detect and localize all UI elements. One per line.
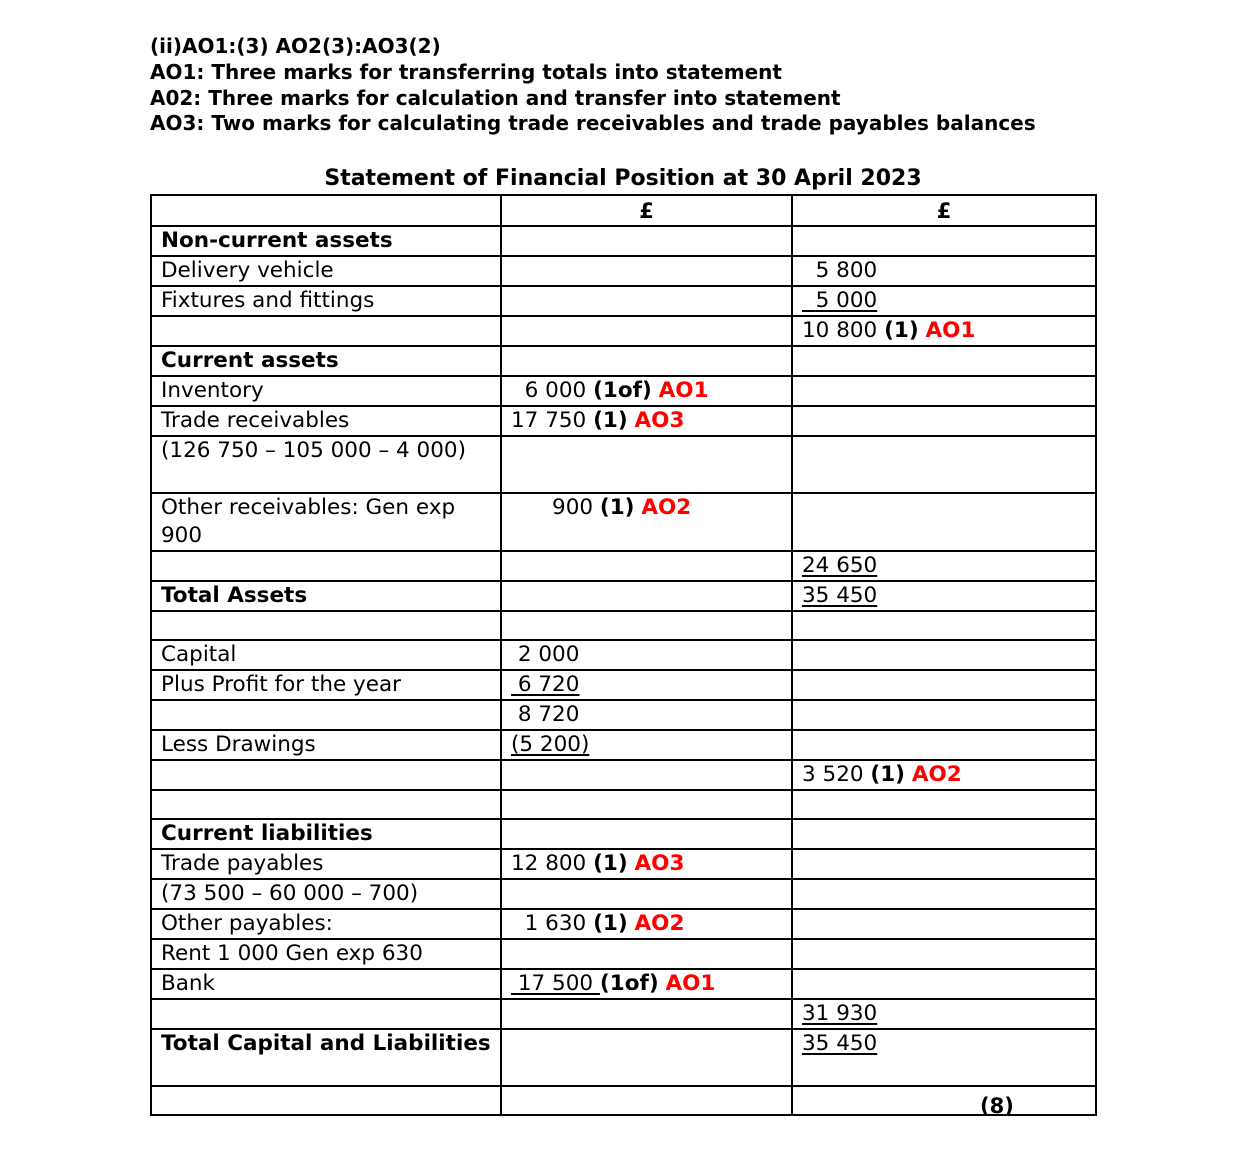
row-label	[151, 611, 501, 640]
table-row	[151, 909, 1096, 939]
marking-criteria	[150, 34, 1036, 137]
row-label: Other payables:	[151, 909, 501, 939]
table-row	[151, 879, 1096, 909]
amount: 1 630	[511, 911, 594, 936]
amount-cell-inner	[501, 226, 792, 256]
row-label: Other receivables: Gen exp 900	[151, 493, 501, 551]
mark-award: (1)	[884, 318, 919, 343]
table-row	[151, 551, 1096, 581]
amount-cell-inner	[501, 493, 792, 551]
criteria-line: (ii)AO1:(3) AO2(3):AO3(2)	[150, 34, 441, 58]
amount-cell-outer	[792, 730, 1096, 760]
row-label	[151, 1086, 501, 1115]
mark-award: (1of)	[599, 971, 659, 996]
amount-cell-outer	[792, 700, 1096, 730]
amount-cell-inner	[501, 819, 792, 849]
mark-award: (1)	[593, 408, 628, 433]
row-label: Non-current assets	[151, 226, 501, 256]
amount-cell-outer	[792, 999, 1096, 1029]
table-row	[151, 849, 1096, 879]
amount-cell-outer	[792, 939, 1096, 969]
table-row	[151, 346, 1096, 376]
column-header: £	[501, 195, 792, 226]
amount: 8 720	[511, 702, 580, 727]
amount-cell-outer	[792, 611, 1096, 640]
table-row	[151, 700, 1096, 730]
statement-title: Statement of Financial Position at 30 April 2023	[324, 166, 922, 191]
table-row	[151, 611, 1096, 640]
amount: 6 720	[511, 672, 580, 697]
row-label	[151, 551, 501, 581]
table-row	[151, 226, 1096, 256]
amount-cell-outer	[792, 969, 1096, 999]
amount: 17 500	[511, 971, 600, 996]
table-row	[151, 376, 1096, 406]
table-row	[151, 581, 1096, 611]
amount-cell-outer	[792, 879, 1096, 909]
mark-award: (1)	[599, 495, 635, 520]
amount-cell-inner	[501, 909, 792, 939]
table-row	[151, 730, 1096, 760]
amount-cell-outer	[792, 376, 1096, 406]
table-row	[151, 760, 1096, 790]
row-label: (73 500 – 60 000 – 700)	[151, 879, 501, 909]
row-label	[151, 700, 501, 730]
amount: 900	[511, 495, 600, 520]
row-label: Current liabilities	[151, 819, 501, 849]
amount-cell-outer	[792, 760, 1096, 790]
amount-cell-inner	[501, 346, 792, 376]
row-label: Rent 1 000 Gen exp 630	[151, 939, 501, 969]
amount-cell-inner	[501, 939, 792, 969]
amount-cell-inner	[501, 436, 792, 493]
amount: 5 800	[802, 258, 878, 283]
table-row	[151, 670, 1096, 700]
amount-cell-outer	[792, 849, 1096, 879]
row-label: Inventory	[151, 376, 501, 406]
row-label: Trade payables	[151, 849, 501, 879]
table-row	[151, 939, 1096, 969]
amount-cell-outer	[792, 493, 1096, 551]
amount-cell-outer	[792, 436, 1096, 493]
amount-cell-outer	[792, 316, 1096, 346]
amount: 31 930	[802, 1001, 878, 1026]
amount-cell-inner	[501, 376, 792, 406]
amount-cell-inner	[501, 730, 792, 760]
row-label: Fixtures and fittings	[151, 286, 501, 316]
amount-cell-inner	[501, 879, 792, 909]
column-header	[151, 195, 501, 226]
amount: 17 750	[511, 408, 594, 433]
amount: 24 650	[802, 553, 878, 578]
mark-award: (1)	[593, 911, 628, 936]
amount-cell-inner	[501, 316, 792, 346]
criteria-line: AO3: Two marks for calculating trade receivables and trade payables balances	[150, 111, 1036, 136]
amount: 12 800	[511, 851, 594, 876]
amount-cell-outer	[792, 256, 1096, 286]
assessment-objective-tag: AO2	[641, 495, 692, 520]
row-label	[151, 999, 501, 1029]
mark-award: (1)	[870, 762, 906, 787]
row-label: Capital	[151, 640, 501, 670]
assessment-objective-tag: AO1	[925, 318, 976, 343]
amount-cell-outer	[792, 819, 1096, 849]
amount-cell-outer	[792, 286, 1096, 316]
table-row	[151, 406, 1096, 436]
criteria-line: AO1: Three marks for transferring totals into statement	[150, 59, 782, 84]
row-label: Less Drawings	[151, 730, 501, 760]
amount: (5 200)	[511, 732, 590, 757]
amount-cell-inner	[501, 849, 792, 879]
row-label	[151, 316, 501, 346]
row-label: Current assets	[151, 346, 501, 376]
amount-cell-inner	[501, 551, 792, 581]
row-label: (126 750 – 105 000 – 4 000)	[151, 436, 501, 493]
row-label	[151, 760, 501, 790]
table-row	[151, 436, 1096, 493]
amount-cell-outer	[792, 909, 1096, 939]
table-row	[151, 969, 1096, 999]
amount: 3 520	[802, 762, 871, 787]
row-label: Delivery vehicle	[151, 256, 501, 286]
row-label: Plus Profit for the year	[151, 670, 501, 700]
mark-award: (1)	[593, 851, 628, 876]
row-label	[151, 790, 501, 819]
amount: 35 450	[802, 583, 878, 608]
assessment-objective-tag: AO1	[658, 378, 709, 403]
table-row	[151, 790, 1096, 819]
amount-cell-outer	[792, 640, 1096, 670]
amount-cell-inner	[501, 1086, 792, 1115]
amount-cell-outer	[792, 551, 1096, 581]
amount: 35 450	[802, 1031, 878, 1056]
table-row	[151, 286, 1096, 316]
amount-cell-outer	[792, 670, 1096, 700]
amount: 6 000	[511, 378, 594, 403]
amount-cell-outer	[792, 1086, 1096, 1115]
criteria-line: A02: Three marks for calculation and transfer into statement	[150, 85, 841, 110]
row-label: Bank	[151, 969, 501, 999]
amount-cell-inner	[501, 999, 792, 1029]
assessment-objective-tag: AO1	[665, 971, 716, 996]
amount-cell-outer	[792, 406, 1096, 436]
row-label: Total Assets	[151, 581, 501, 611]
amount: 10 800	[802, 318, 885, 343]
amount-cell-inner	[501, 760, 792, 790]
amount-cell-inner	[501, 581, 792, 611]
amount-cell-inner	[501, 700, 792, 730]
amount: 2 000	[511, 642, 580, 667]
amount-cell-inner	[501, 256, 792, 286]
amount: 5 000	[802, 288, 878, 313]
table-header-row	[151, 195, 1096, 226]
amount-cell-inner	[501, 969, 792, 999]
table-row	[151, 493, 1096, 551]
row-label: Total Capital and Liabilities	[151, 1029, 501, 1086]
amount-cell-inner	[501, 611, 792, 640]
table-row	[151, 1086, 1096, 1115]
amount-cell-inner	[501, 1029, 792, 1086]
assessment-objective-tag: AO3	[634, 408, 685, 433]
mark-award: (1of)	[593, 378, 652, 403]
amount-cell-inner	[501, 790, 792, 819]
amount-cell-outer	[792, 226, 1096, 256]
amount-cell-outer	[792, 790, 1096, 819]
table-row	[151, 256, 1096, 286]
amount-cell-inner	[501, 670, 792, 700]
table-row	[151, 316, 1096, 346]
amount-cell-inner	[501, 406, 792, 436]
table-row	[151, 640, 1096, 670]
assessment-objective-tag: AO3	[634, 851, 685, 876]
amount-cell-outer	[792, 1029, 1096, 1086]
amount-cell-outer	[792, 346, 1096, 376]
assessment-objective-tag: AO2	[911, 762, 962, 787]
amount-cell-outer	[792, 581, 1096, 611]
assessment-objective-tag: AO2	[634, 911, 685, 936]
table-row	[151, 999, 1096, 1029]
column-header: £	[792, 195, 1096, 226]
total-marks: (8)	[980, 1094, 1014, 1118]
row-label: Trade receivables	[151, 406, 501, 436]
amount-cell-inner	[501, 640, 792, 670]
amount-cell-inner	[501, 286, 792, 316]
table-row	[151, 819, 1096, 849]
table-row	[151, 1029, 1096, 1086]
financial-position-table	[150, 194, 1097, 1116]
